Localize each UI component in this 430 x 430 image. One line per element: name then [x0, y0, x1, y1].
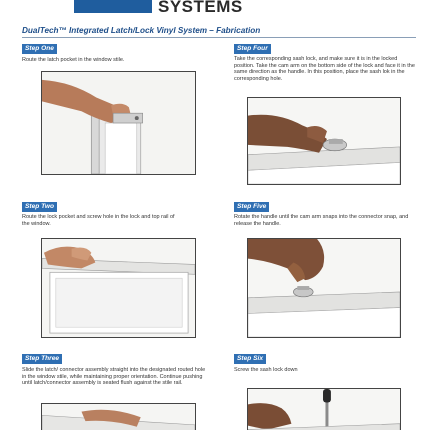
- step-two-illustration: [42, 239, 195, 337]
- page-title: DualTech™ Integrated Latch/Lock Vinyl System – Fabrication: [22, 26, 261, 35]
- brand-logo-block: [74, 0, 152, 13]
- step-five-illustration: [248, 239, 400, 337]
- step-six-illustration: [248, 389, 400, 430]
- step-five-photo: [247, 238, 401, 338]
- step-two-badge: Step Two: [22, 202, 57, 212]
- step-four-text: Take the corresponding sash lock, and make sure it is in the locked position. Take the cam arm on the bottom side of the lock and face it in the same direction as the handle. In this position, place the sash lok in the corresponding hole.: [234, 56, 415, 82]
- step-three-badge: Step Three: [22, 354, 62, 364]
- step-three-photo: [41, 403, 196, 430]
- step-four-illustration: [248, 98, 400, 184]
- step-six-photo: [247, 388, 401, 430]
- step-one-illustration: [42, 72, 195, 174]
- step-four-photo: [247, 97, 401, 185]
- step-six-text: Screw the sash lock down: [234, 367, 298, 373]
- step-three-illustration: [42, 404, 195, 430]
- step-five-text: Rotate the handle until the cam arm snaps into the connector snap, and release the handle.: [234, 214, 409, 227]
- step-one-photo: [41, 71, 196, 175]
- step-four-badge: Step Four: [234, 44, 271, 54]
- brand-logo-text: SYSTEMS: [158, 0, 243, 16]
- step-five-badge: Step Five: [234, 202, 269, 212]
- step-two-photo: [41, 238, 196, 338]
- step-six-badge: Step Six: [234, 354, 266, 364]
- step-two-text: Route the lock pocket and screw hole in the lock and top rail of the window.: [22, 214, 175, 227]
- header-divider: [22, 37, 416, 38]
- step-one-badge: Step One: [22, 44, 57, 54]
- step-three-text: Slide the latch/ connector assembly straight into the designated routed hole in the window stile, while maintaining proper orientation. Continue pushing until latch/connector assembly is seated flush against the stile rail.: [22, 367, 206, 387]
- step-one-text: Route the latch pocket in the window stile.: [22, 57, 125, 63]
